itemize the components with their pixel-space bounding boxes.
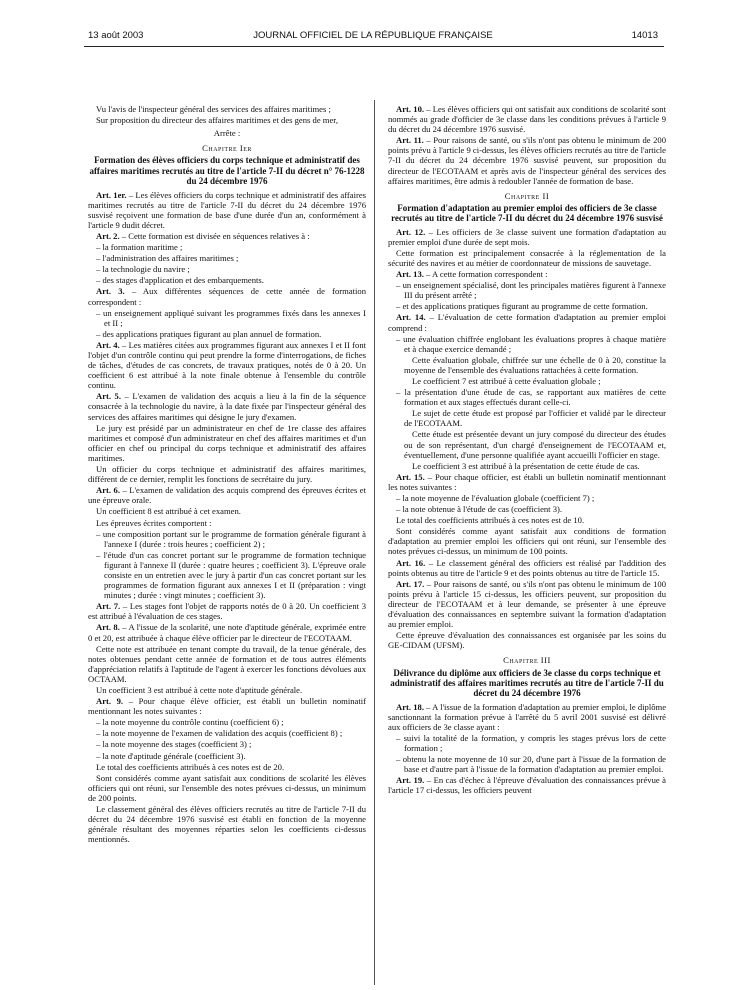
paragraph: Cette note est attribuée en tenant compte du travail, de la tenue générale, des notes obtenues pendant cette année de formation et de tous autres éléments d'appréciation relatifs à l'aptitude de l'agent à exercer les fonctions dévolues aux OCTAAM. [88, 643, 366, 684]
list-item: – obtenu la note moyenne de 10 sur 20, d'une part à l'issue de la formation de base et d'autre part à l'issue de la formation d'adaptation au premier emploi. [396, 754, 666, 775]
article-14: Art. 14. – L'évaluation de cette formation d'adaptation au premier emploi comprend : [388, 312, 667, 333]
paragraph: Sur proposition du directeur des affaires maritimes et des gens de mer, [96, 115, 338, 126]
article-label: Art. 6. [96, 485, 120, 496]
header-date: 13 août 2003 [88, 30, 144, 41]
paragraph: Sont considérés comme ayant satisfait aux conditions de formation d'adaptation au premier emploi les officiers qui ont réuni, sur l'ensemble des notes prévues ci-dessus, un minimum de 100 points. [388, 526, 666, 557]
arrete-label: Arrête : [213, 128, 241, 139]
list-item: – la note moyenne du contrôle continu (coefficient 6) ; [96, 717, 284, 728]
right-column [388, 104, 666, 797]
article-label: Art. 12. [396, 226, 426, 237]
list-item: – la formation maritime ; [96, 242, 183, 253]
article-4: Art. 4. – Les matières citées aux programmes figurant aux annexes I et II font l'objet d'un contrôle continu qui peut prendre la forme d'interrogations, de fiches de tâches, d'études de cas concrets, de travaux pratiques, notés de 0 à 20. Un coefficient 6 est attribué à la note finale obtenue à l'ensemble du contrôle continu. [88, 339, 367, 391]
list-item: – la note d'aptitude générale (coefficient 3). [96, 750, 246, 761]
article-19: Art. 19. – En cas d'échec à l'épreuve d'évaluation des connaissances prévue à l'article 17 ci-dessus, les officiers peuvent [388, 775, 666, 796]
article-label: Art. 10. [396, 104, 425, 114]
article-label: Art. 14. [396, 312, 426, 323]
article-label: Art. 19. [396, 775, 425, 786]
article-10: Art. 10. – Les élèves officiers qui ont satisfait aux conditions de scolarité sont nommés au grade d'officier de 3e classe dans les conditions prévues à l'article 9 du décret du 24 décembre 1976 susvisé. [388, 104, 666, 135]
paragraph: Le coefficient 3 est attribué à la présentation de cette étude de cas. [412, 460, 640, 471]
article-label: Art. 2. [96, 230, 120, 241]
article-2: Art. 2. – Cette formation est divisée en séquences relatives à : [96, 230, 310, 241]
paragraph: Un officier du corps technique et administratif des affaires maritimes, différent de ce dernier, remplit les fonctions de secrétaire du jury. [88, 464, 366, 485]
column-divider [374, 100, 375, 985]
list-item: – la technologie du navire ; [96, 264, 190, 275]
list-item: – un enseignement appliqué suivant les programmes fixés dans les annexes I et II ; [96, 307, 366, 328]
list-item: – la note moyenne de l'examen de validation des acquis (coefficient 8) ; [96, 728, 343, 739]
article-label: Art. 7. [96, 601, 121, 612]
left-column [88, 104, 366, 845]
paragraph: Cette étude est présentée devant un jury composé du directeur des études ou de son représentant, d'un chargé d'enseignement de l'ECOTAAM et, éventuellement, d'une personne qualifiée ayant accueilli l'officier en stage. [404, 429, 666, 460]
paragraph: Le sujet de cette étude est proposé par l'officier et validé par le directeur de l'ECOTAAM. [404, 408, 666, 429]
article-label: Art. 17. [396, 578, 425, 589]
article-13: Art. 13. – A cette formation correspondent : [396, 269, 548, 280]
chapter-title: Délivrance du diplôme aux officiers de 3e classe du corps technique et administratif des affaires maritimes recrutés au titre de l'article 7-II du décret du 24 décembre 1976 [390, 667, 664, 699]
article-label: Art. 11. [396, 135, 424, 146]
chapter-title: Formation des élèves officiers du corps technique et administratif des affaires maritimes recrutés au titre de l'article 7-II du décret n° 76-1228 du 24 décembre 1976 [89, 155, 365, 187]
list-item: – suivi la totalité de la formation, y compris les stages prévus lors de cette formation ; [396, 733, 666, 754]
article-15: Art. 15. – Pour chaque officier, est établi un bulletin nominatif mentionnant les notes suivantes : [388, 471, 666, 492]
article-3: Art. 3. – Aux différentes séquences de cette année de formation correspondent : [88, 286, 366, 307]
paragraph: Cette évaluation globale, chiffrée sur une échelle de 0 à 20, constitue la moyenne de l'ensemble des évaluations rattachées à cette formation. [404, 354, 666, 375]
article-18: Art. 18. – A l'issue de la formation d'adaptation au premier emploi, le diplôme sanctionnant la formation prévue à l'arrêté du 5 avril 2001 susvisé est délivré aux officiers de 3e classe ayant : [388, 701, 667, 732]
article-label: Art. 8. [96, 622, 120, 633]
paragraph: Le classement général des élèves officiers recrutés au titre de l'article 7-II du décret du 24 décembre 1976 susvisé est établi en fonction de la moyenne générale résultant des moyennes réparties selon les coefficients ci-dessus mentionnés. [88, 804, 366, 845]
paragraph: Sont considérés comme ayant satisfait aux conditions de scolarité les élèves officiers qui ont réuni, sur l'ensemble des notes prévues ci-dessus, un minimum de 200 points. [88, 772, 366, 803]
paragraph: Les épreuves écrites comportent : [96, 517, 212, 528]
list-item: – une composition portant sur le programme de formation générale figurant à l'annexe I (durée : trois heures ; coefficient 2) ; [96, 528, 366, 549]
list-item: – l'étude d'un cas concret portant sur le programme de formation technique figurant à l'annexe II (durée : quatre heures ; coefficient 3). L'épreuve orale consiste en un entretien avec le jury à partir d'un cas concret portant sur les programmes de formation figurant aux annexes I et II (préparation : vingt minutes ; durée : vingt minutes ; coefficient 3). [96, 549, 366, 601]
list-item: – et des applications pratiques figurant au programme de cette formation. [396, 301, 648, 312]
paragraph: Cette formation est principalement consacrée à la réglementation de la sécurité des navires et au métier de coordonnateur de missions de sauvetage. [388, 247, 666, 268]
article-16: Art. 16. – Le classement général des officiers est réalisé par l'addition des points obtenus au titre de l'article 9 et des points obtenus au titre de l'article 15. [388, 557, 666, 578]
article-label: Art. 9. [96, 696, 124, 707]
paragraph: Le coefficient 7 est attribué à cette évaluation globale ; [412, 375, 601, 386]
list-item: – la note obtenue à l'étude de cas (coefficient 3). [396, 504, 563, 515]
article-label: Art. 18. [396, 701, 424, 712]
article-12: Art. 12. – Les officiers de 3e classe suivent une formation d'adaptation au premier emploi d'une durée de sept mois. [388, 226, 666, 247]
chapter-heading: Chapitre III [503, 655, 551, 666]
chapter-heading: Chapitre Ier [202, 143, 252, 154]
list-item: – la note moyenne de l'évaluation globale (coefficient 7) ; [396, 493, 595, 503]
header-journal-title: JOURNAL OFFICIEL DE LA RÉPUBLIQUE FRANÇAISE [253, 30, 493, 41]
paragraph: Un coefficient 8 est attribué à cet examen. [96, 506, 241, 517]
article-17: Art. 17. – Pour raisons de santé, ou s'ils n'ont pas obtenu le minimum de 100 points prévu à l'article 15 ci-dessus, les officiers peuvent, sur proposition du directeur de l'ECOTAAM et à leur demande, se présenter à une épreuve d'évaluation des connaissances en septembre suivant la formation d'adaptation au premier emploi. [388, 578, 667, 630]
article-label: Art. 16. [396, 557, 426, 568]
article-6: Art. 6. – L'examen de validation des acquis comprend des épreuves écrites et une épreuve orale. [88, 485, 366, 506]
paragraph: Le total des coefficients attribués à ces notes est de 20. [96, 761, 285, 772]
paragraph: Vu l'avis de l'inspecteur général des services des affaires maritimes ; [96, 104, 331, 114]
header-page-number: 14013 [631, 30, 658, 41]
article-label: Art. 13. [396, 269, 424, 280]
list-item: – des applications pratiques figurant au plan annuel de formation. [96, 328, 322, 339]
list-item: – la note moyenne des stages (coefficient 3) ; [96, 739, 252, 750]
chapter-heading: Chapitre II [504, 190, 550, 201]
list-item: – la présentation d'une étude de cas, se rapportant aux matières de cette formation et aux stages effectués durant celle-ci. [396, 387, 666, 408]
paragraph: Le total des coefficients attribués à ces notes est de 10. [396, 515, 585, 526]
list-item: – des stages d'application et des embarquements. [96, 275, 264, 286]
article-label: Art. 15. [396, 471, 425, 482]
page-header [88, 30, 658, 44]
article-label: Art. 4. [96, 339, 120, 350]
article-label: Art. 5. [96, 391, 121, 402]
article-8: Art. 8. – A l'issue de la scolarité, une note d'aptitude générale, exprimée entre 0 et 20, est attribuée à chaque élève officier par le directeur de l'ECOTAAM. [88, 622, 367, 643]
article-1: Art. 1er. – Les élèves officiers du corps technique et administratif des affaires maritimes recrutés au titre de l'article 7-II du décret du 24 décembre 1976 susvisé reçoivent une formation de base d'une durée d'un an, conformément à l'article 9 dudit décret. [88, 189, 366, 230]
list-item: – l'administration des affaires maritimes ; [96, 253, 239, 264]
header-rule [84, 46, 664, 47]
article-5: Art. 5. – L'examen de validation des acquis a lieu à la fin de la séquence consacrée à la technologie du navire, à la date fixée par l'inspecteur général des services des affaires maritimes qui désigne le jury d'examen. [88, 391, 366, 422]
paragraph: Le jury est présidé par un administrateur en chef de 1re classe des affaires maritimes et composé d'un administrateur en chef des affaires maritimes et d'un officier en chef ou principal du corps technique et administratif des affaires maritimes. [88, 422, 366, 463]
list-item: – une évaluation chiffrée englobant les évaluations propres à chaque matière et à chaque exercice demandé ; [396, 333, 666, 354]
chapter-title: Formation d'adaptation au premier emploi des officiers de 3e classe recrutés au titre de l'article 7-II du décret du 24 décembre 1976 susvisé [391, 202, 663, 224]
article-9: Art. 9. – Pour chaque élève officier, est établi un bulletin nominatif mentionnant les notes suivantes : [88, 696, 367, 717]
paragraph: Cette épreuve d'évaluation des connaissances est organisée par les soins du GE-CIDAM (UFSM). [388, 630, 666, 651]
paragraph: Un coefficient 3 est attribué à cette note d'aptitude générale. [96, 685, 303, 695]
article-label: Art. 3. [96, 286, 125, 297]
article-11: Art. 11. – Pour raisons de santé, ou s'ils n'ont pas obtenu le minimum de 200 points prévu à l'article 9 ci-dessus, les élèves officiers recrutés au titre de l'article 7-II du décret du 24 décembre 1976 susvisé peuvent, sur proposition du directeur de l'ECOTAAM et après avis de l'inspecteur général des services des affaires maritimes, être admis à redoubler l'année de formation de base. [388, 135, 667, 186]
article-7: Art. 7. – Les stages font l'objet de rapports notés de 0 à 20. Un coefficient 3 est attribué à l'évaluation de ces stages. [88, 601, 366, 622]
list-item: – un enseignement spécialisé, dont les principales matières figurent à l'annexe III du présent arrêté ; [396, 280, 666, 301]
article-label: Art. 1er. [96, 189, 127, 200]
